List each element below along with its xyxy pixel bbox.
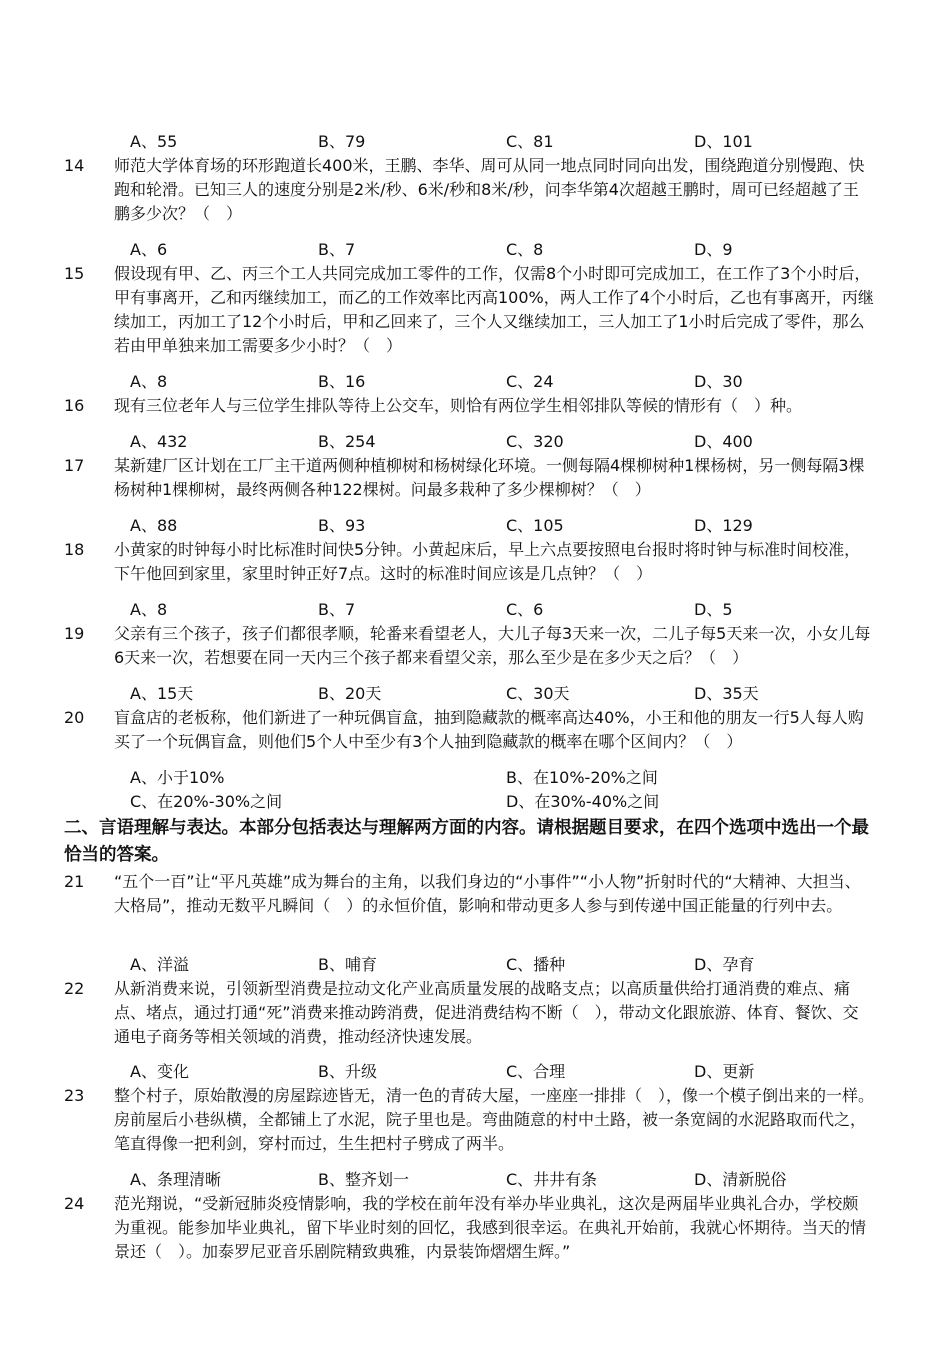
option-a: A、8: [130, 372, 168, 391]
option-a: A、432: [130, 432, 188, 451]
question-text: 假设现有甲、乙、丙三个工人共同完成加工零件的工作，仅需8个小时即可完成加工，在工作了3个小时后，甲有事离开，乙和丙继续加工，而乙的工作效率比丙高100%，两人工作了4个小时后，乙也有事离开，丙继续加工，丙加工了12个小时后，甲和乙回来了，三个人又继续加工，三人加工了1小时后完成了零件，那么若由甲单独来加工需要多少小时？（ ）: [114, 264, 874, 355]
option-c: C、320: [506, 432, 564, 451]
q18-options: [130, 599, 890, 621]
option-c: C、8: [506, 240, 544, 259]
option-d: D、更新: [694, 1062, 755, 1081]
option-b: B、16: [318, 372, 366, 391]
q21-options: [130, 954, 890, 976]
option-d: D、101: [694, 132, 753, 151]
option-a: A、15天: [130, 684, 194, 703]
option-b: B、7: [318, 600, 356, 619]
option-b: B、20天: [318, 684, 382, 703]
q19-options: [130, 683, 890, 705]
option-a: A、8: [130, 600, 168, 619]
option-a: A、洋溢: [130, 955, 189, 974]
q22-options: [130, 1061, 890, 1083]
question-number: 20: [64, 708, 85, 727]
option-b: B、哺育: [318, 955, 377, 974]
option-d: D、5: [694, 600, 733, 619]
option-b: B、254: [318, 432, 376, 451]
question-number: 22: [64, 979, 85, 998]
question-text: 从新消费来说，引领新型消费是拉动文化产业高质量发展的战略支点；以高质量供给打通消费的难点、痛点、堵点，通过打通“死”消费来推动跨消费，促进消费结构不断（ ），带动文化跟旅游、体育、餐饮、交通电子商务等相关领域的消费，推动经济快速发展。: [114, 979, 859, 1046]
option-c: C、24: [506, 372, 554, 391]
q16-options: [130, 431, 890, 453]
option-b: B、整齐划一: [318, 1170, 409, 1189]
option-b: B、在10%-20%之间: [506, 768, 658, 787]
option-d: D、30: [694, 372, 743, 391]
option-c: C、105: [506, 516, 564, 535]
q17-options: [130, 515, 890, 537]
section-heading: 二、言语理解与表达。本部分包括表达与理解两方面的内容。请根据题目要求，在四个选项中选出一个最恰当的答案。: [64, 818, 869, 865]
option-c: C、在20%-30%之间: [130, 792, 283, 811]
question-text: 某新建厂区计划在工厂主干道两侧种植柳树和杨树绿化环境。一侧每隔4棵柳树种1棵杨树，另一侧每隔3棵杨树种1棵柳树，最终两侧各种122棵树。问最多栽种了多少棵柳树？（ ）: [114, 456, 865, 499]
question-number: 19: [64, 624, 85, 643]
question-text: 小黄家的时钟每小时比标准时间快5分钟。小黄起床后，早上六点要按照电台报时将时钟与标准时间校准，下午他回到家里，家里时钟正好7点。这时的标准时间应该是几点钟？（ ）: [114, 540, 861, 583]
option-a: A、条理清晰: [130, 1170, 221, 1189]
option-b: B、升级: [318, 1062, 377, 1081]
question-text: 范光翔说，“受新冠肺炎疫情影响，我的学校在前年没有举办毕业典礼，这次是两届毕业典礼合办，学校颇为重视。能参加毕业典礼，留下毕业时刻的回忆，我感到很幸运。在典礼开始前，我就心怀期待。当天的情景还（ ）。加泰罗尼亚音乐剧院精致典雅，内景装饰熠熠生辉。”: [114, 1194, 867, 1261]
question-number: 15: [64, 264, 85, 283]
option-a: A、55: [130, 132, 178, 151]
option-d: D、清新脱俗: [694, 1170, 787, 1189]
question-number: 23: [64, 1086, 85, 1105]
option-a: A、小于10%: [130, 768, 225, 787]
question-number: 18: [64, 540, 85, 559]
q15-options: [130, 371, 890, 393]
q14-options: [130, 239, 890, 261]
option-a: A、88: [130, 516, 178, 535]
question-number: 17: [64, 456, 85, 475]
question-text: 整个村子，原始散漫的房屋踪迹皆无，清一色的青砖大屋，一座座一排排（ ），像一个模子倒出来的一样。房前屋后小巷纵横，全都铺上了水泥，院子里也是。弯曲随意的村中土路，被一条宽阔的水泥路取而代之，笔直得像一把利剑，穿村而过，生生把村子劈成了两半。: [114, 1086, 875, 1153]
question-number: 24: [64, 1194, 85, 1213]
q23-options: [130, 1169, 890, 1191]
option-c: C、合理: [506, 1062, 566, 1081]
option-d: D、35天: [694, 684, 759, 703]
option-d: D、9: [694, 240, 733, 259]
q13-options: [130, 131, 890, 153]
option-d: D、孕育: [694, 955, 755, 974]
option-b: B、79: [318, 132, 366, 151]
option-b: B、7: [318, 240, 356, 259]
option-c: C、播种: [506, 955, 566, 974]
question-text: 现有三位老年人与三位学生排队等待上公交车，则恰有两位学生相邻排队等候的情形有（ ）种。: [114, 396, 803, 415]
question-number: 21: [64, 872, 85, 891]
question-text: “五个一百”让“平凡英雄”成为舞台的主角，以我们身边的“小事件”“小人物”折射时代的“大精神、大担当、大格局”，推动无数平凡瞬间（ ）的永恒价值，影响和带动更多人参与到传递中国正能量的行列中去。: [114, 872, 861, 915]
option-d: D、400: [694, 432, 753, 451]
question-text: 师范大学体育场的环形跑道长400米，王鹏、李华、周可从同一地点同时同向出发，围绕跑道分别慢跑、快跑和轮滑。已知三人的速度分别是2米/秒、6米/秒和8米/秒，问李华第4次超越王鹏时，周可已经超越了王鹏多少次？（ ）: [114, 156, 865, 223]
option-d: D、在30%-40%之间: [506, 792, 660, 811]
question-text: 盲盒店的老板称，他们新进了一种玩偶盲盒，抽到隐藏款的概率高达40%，小王和他的朋友一行5人每人购买了一个玩偶盲盒，则他们5个人中至少有3个人抽到隐藏款的概率在哪个区间内？（ ）: [114, 708, 864, 751]
option-c: C、6: [506, 600, 544, 619]
option-c: C、井井有条: [506, 1170, 598, 1189]
option-a: A、6: [130, 240, 168, 259]
option-a: A、变化: [130, 1062, 189, 1081]
question-text: 父亲有三个孩子，孩子们都很孝顺，轮番来看望老人，大儿子每3天来一次，二儿子每5天来一次，小女儿每6天来一次，若想要在同一天内三个孩子都来看望父亲，那么至少是在多少天之后？（ ）: [114, 624, 871, 667]
option-c: C、30天: [506, 684, 570, 703]
question-number: 16: [64, 396, 85, 415]
option-d: D、129: [694, 516, 753, 535]
option-c: C、81: [506, 132, 554, 151]
question-number: 14: [64, 156, 85, 175]
option-b: B、93: [318, 516, 366, 535]
